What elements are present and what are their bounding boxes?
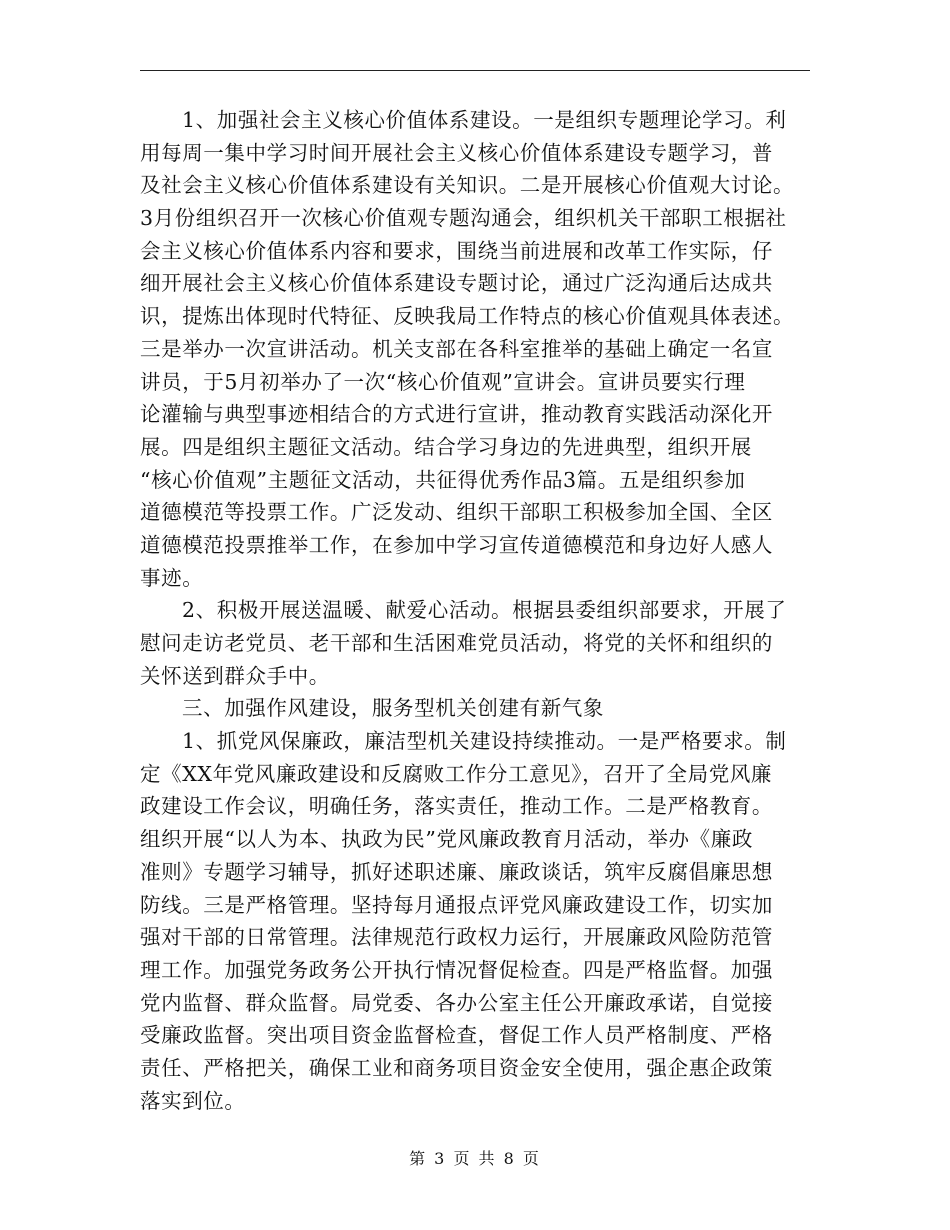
paragraph-line: 用每周一集中学习时间开展社会主义核心价值体系建设专题学习，普 [140, 140, 773, 165]
paragraph-line: 1、抓党风保廉政，廉洁型机关建设持续推动。一是严格要求。制 [182, 729, 787, 754]
section-heading: 三、加强作风建设，服务型机关创建有新气象 [182, 696, 604, 721]
paragraph-line: 道德模范等投票工作。广泛发动、组织干部职工积极参加全国、全区 [140, 500, 773, 525]
paragraph-line: 落实到位。 [140, 1088, 246, 1113]
paragraph-line: 受廉政监督。突出项目资金监督检查，督促工作人员严格制度、严格 [140, 1023, 773, 1048]
paragraph-line: 强对干部的日常管理。法律规范行政权力运行，开展廉政风险防范管 [140, 925, 773, 950]
paragraph-line: 及社会主义核心价值体系建设有关知识。二是开展核心价值观大讨论。 [140, 173, 795, 198]
paragraph-line: 1、加强社会主义核心价值体系建设。一是组织专题理论学习。利 [182, 108, 787, 132]
paragraph-line: 组织开展“以人为本、执政为民”党风廉政教育月活动，举办《廉政 [140, 827, 753, 852]
paragraph-line: 政建设工作会议，明确任务，落实责任，推动工作。二是严格教育。 [140, 794, 773, 819]
paragraph-line: 三是举办一次宣讲活动。机关支部在各科室推举的基础上确定一名宣 [140, 336, 773, 361]
paragraph-line: 防线。三是严格管理。坚持每月通报点评党风廉政建设工作，切实加 [140, 892, 773, 917]
header-rule [140, 70, 810, 71]
paragraph-line: 关怀送到群众手中。 [140, 663, 330, 688]
paragraph-line: 理工作。加强党务政务公开执行情况督促检查。四是严格监督。加强 [140, 957, 773, 982]
paragraph-line: 会主义核心价值体系内容和要求，围绕当前进展和改革工作实际，仔 [140, 238, 773, 263]
paragraph-line: 定《XX年党风廉政建设和反腐败工作分工意见》，召开了全局党风廉 [140, 761, 773, 786]
paragraph-line: “核心价值观”主题征文活动，共征得优秀作品3篇。五是组织参加 [140, 467, 746, 492]
paragraph-line: 慰问走访老党员、老干部和生活困难党员活动，将党的关怀和组织的 [140, 631, 773, 655]
paragraph-line: 细开展社会主义核心价值体系建设专题讨论，通过广泛沟通后达成共 [140, 271, 773, 296]
paragraph-line: 识，提炼出体现时代特征、反映我局工作特点的核心价值观具体表述。 [140, 304, 795, 329]
paragraph-line: 准则》专题学习辅导，抓好述职述廉、廉政谈话，筑牢反腐倡廉思想 [140, 859, 773, 884]
paragraph-line: 责任、严格把关，确保工业和商务项目资金安全使用，强企惠企政策 [140, 1055, 773, 1080]
document-body [140, 104, 812, 1117]
paragraph-line: 展。四是组织主题征文活动。结合学习身边的先进典型，组织开展 [140, 434, 752, 459]
paragraph-line: 事迹。 [140, 565, 204, 590]
paragraph-line: 2、积极开展送温暖、献爱心活动。根据县委组织部要求，开展了 [182, 598, 787, 623]
paragraph-line: 3月份组织召开一次核心价值观专题沟通会，组织机关干部职工根据社 [140, 206, 787, 231]
paragraph-line: 党内监督、群众监督。局党委、各办公室主任公开廉政承诺，自觉接 [140, 990, 773, 1015]
page-number-footer: 第 3 页 共 8 页 [409, 1149, 541, 1168]
paragraph-line: 论灌输与典型事迹相结合的方式进行宣讲，推动教育实践活动深化开 [140, 402, 773, 427]
paragraph-line: 道德模范投票推举工作，在参加中学习宣传道德模范和身边好人感人 [140, 532, 773, 557]
paragraph-line: 讲员，于5月初举办了一次“核心价值观”宣讲会。宣讲员要实行理 [140, 369, 746, 394]
